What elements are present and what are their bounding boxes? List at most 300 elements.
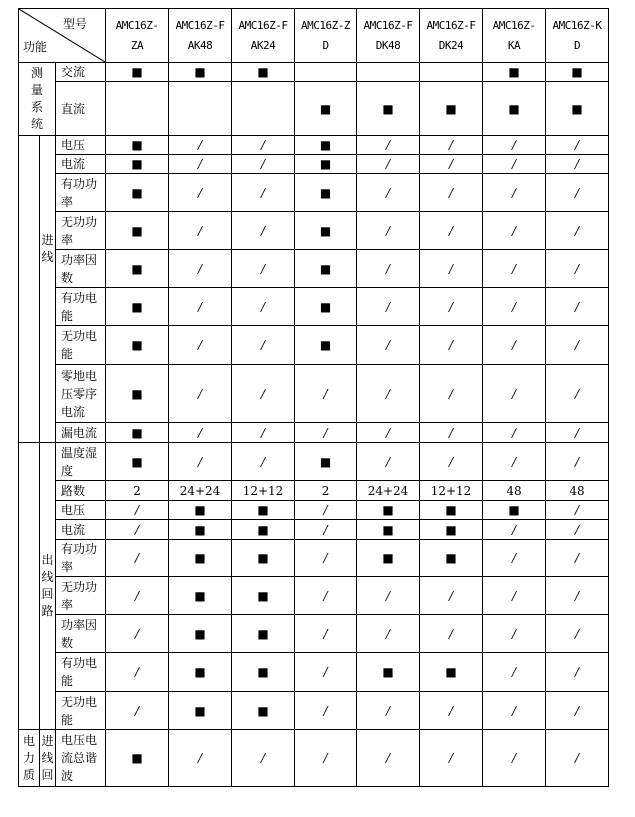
slash-mark: / [385,626,391,641]
value-cell [357,212,420,250]
slash-mark: / [197,138,203,152]
model-header [106,9,169,63]
value-cell [546,136,609,155]
filled-square-icon: ■ [382,101,394,116]
slash-mark: / [448,454,454,469]
value-cell [420,174,483,212]
table-row [19,615,609,653]
value-cell [357,155,420,174]
slash-mark: / [574,338,580,352]
value-cell [546,577,609,615]
value-cell [357,82,420,136]
filled-square-icon: ■ [382,503,394,517]
slash-mark: / [574,503,580,517]
filled-square-icon: ■ [571,101,583,116]
group-label: 出线回路 [41,553,54,618]
filled-square-icon: ■ [319,223,332,238]
slash-mark: / [260,425,266,440]
slash-mark: / [260,454,266,469]
model-name-line2: D [322,38,329,52]
table-row [19,481,609,501]
slash-mark: / [574,185,580,200]
table-row [19,326,609,365]
model-name-line2: DK48 [375,38,401,52]
value-cell [106,443,169,481]
table-row [19,288,609,326]
value-cell [420,63,483,82]
model-header [357,9,420,63]
model-header [295,9,357,63]
filled-square-icon: ■ [319,299,332,314]
value-cell [295,443,357,481]
slash-mark: / [260,157,266,171]
model-name-line1: AMC16Z-F [238,18,288,32]
function-label: 电流 [56,520,106,540]
value-cell [232,615,295,653]
slash-mark: / [134,588,140,603]
value-cell [546,540,609,577]
model-header [546,9,609,63]
filled-square-icon: ■ [194,588,206,603]
table-row [19,443,609,481]
slash-mark: / [448,338,454,352]
slash-mark: / [197,261,203,276]
filled-square-icon: ■ [445,522,457,537]
circuit-count: 24+24 [179,483,221,498]
model-name-line2: AK48 [187,38,213,52]
value-cell [169,443,232,481]
circuit-count: 2 [321,483,330,498]
slash-mark: / [511,425,517,440]
filled-square-icon: ■ [319,138,332,152]
filled-square-icon: ■ [445,665,457,679]
value-cell [546,288,609,326]
table-row [19,653,609,692]
group-spacer [19,136,40,443]
model-header-label: 型号 [63,17,88,31]
model-name-line2: AK24 [250,38,276,52]
value-cell [483,174,546,212]
model-header [232,9,295,63]
value-cell [546,692,609,730]
circuit-count: 12+12 [242,483,284,498]
function-label: 有功电能 [56,653,106,692]
slash-mark: / [134,551,140,565]
value-cell [232,365,295,423]
group-inline [40,136,56,443]
slash-mark: / [260,138,266,152]
slash-mark: / [448,185,454,200]
function-label: 无功功率 [56,577,106,615]
filled-square-icon: ■ [257,588,269,603]
filled-square-icon: ■ [445,101,457,116]
slash-mark: / [260,338,266,352]
value-cell [106,82,169,136]
value-cell [546,326,609,365]
function-label: 有功电能 [56,288,106,326]
slash-mark: / [511,138,517,152]
table-row [19,174,609,212]
filled-square-icon: ■ [257,551,269,565]
value-cell [483,212,546,250]
value-cell [357,577,420,615]
slash-mark: / [511,522,517,537]
slash-mark: / [511,386,517,401]
value-cell [483,136,546,155]
slash-mark: / [385,157,391,171]
value-cell [483,288,546,326]
value-cell [169,212,232,250]
value-cell [420,481,483,501]
value-cell [169,63,232,82]
filled-square-icon: ■ [194,665,206,679]
value-cell [232,250,295,288]
function-label: 漏电流 [56,423,106,443]
value-cell [546,174,609,212]
filled-square-icon: ■ [257,522,269,537]
slash-mark: / [574,261,580,276]
slash-mark: / [323,751,328,765]
value-cell [483,501,546,520]
group-label: 电力质 [22,733,35,782]
value-cell [357,540,420,577]
value-cell [420,365,483,423]
slash-mark: / [448,626,454,641]
filled-square-icon: ■ [131,157,143,171]
filled-square-icon: ■ [257,626,269,641]
value-cell [169,423,232,443]
filled-square-icon: ■ [382,665,394,679]
function-label: 电压 [56,136,106,155]
value-cell [169,501,232,520]
value-cell [106,501,169,520]
value-cell [106,423,169,443]
table-row [19,212,609,250]
value-cell [232,423,295,443]
filled-square-icon: ■ [445,503,457,517]
value-cell [483,155,546,174]
slash-mark: / [385,386,391,401]
value-cell [295,326,357,365]
value-cell [483,653,546,692]
value-cell [232,730,295,787]
value-cell [546,82,609,136]
value-cell [483,730,546,787]
filled-square-icon: ■ [571,65,583,79]
slash-mark: / [197,454,203,469]
value-cell [232,520,295,540]
value-cell [483,82,546,136]
value-cell [420,250,483,288]
filled-square-icon: ■ [131,338,143,352]
circuit-count: 48 [569,483,585,498]
value-cell [295,615,357,653]
value-cell [483,443,546,481]
value-cell [232,577,295,615]
slash-mark: / [385,425,391,440]
value-cell [169,615,232,653]
slash-mark: / [511,157,517,171]
filled-square-icon: ■ [257,703,269,718]
value-cell [357,443,420,481]
value-cell [169,155,232,174]
value-cell [295,501,357,520]
slash-mark: / [574,751,580,765]
value-cell [420,577,483,615]
table-row [19,82,609,136]
value-cell [357,730,420,787]
slash-mark: / [448,751,454,765]
slash-mark: / [574,454,580,469]
value-cell [232,326,295,365]
slash-mark: / [511,454,517,469]
corner-header-cell [19,9,106,63]
slash-mark: / [323,386,328,401]
value-cell [546,443,609,481]
value-cell [106,692,169,730]
value-cell [357,365,420,423]
filled-square-icon: ■ [131,65,143,79]
filled-square-icon: ■ [131,261,143,276]
value-cell [546,365,609,423]
model-name-line2: KA [507,38,521,52]
value-cell [420,326,483,365]
value-cell [546,423,609,443]
group-measure-system [19,63,56,136]
filled-square-icon: ■ [131,223,143,238]
table-row [19,423,609,443]
value-cell [295,288,357,326]
slash-mark: / [260,751,266,765]
value-cell [232,212,295,250]
value-cell [106,481,169,501]
model-name-line2: ZA [130,38,144,52]
slash-mark: / [323,626,328,641]
value-cell [169,692,232,730]
slash-mark: / [385,223,391,238]
value-cell [483,326,546,365]
function-label: 电流 [56,155,106,174]
value-cell [483,423,546,443]
value-cell [106,520,169,540]
slash-mark: / [511,338,517,352]
slash-mark: / [574,425,580,440]
circuit-count: 12+12 [430,483,472,498]
slash-mark: / [134,626,140,641]
value-cell [232,288,295,326]
value-cell [106,63,169,82]
slash-mark: / [511,223,517,238]
value-cell [295,692,357,730]
value-cell [420,443,483,481]
slash-mark: / [448,386,454,401]
value-cell [483,520,546,540]
slash-mark: / [134,503,140,517]
slash-mark: / [323,522,328,537]
slash-mark: / [574,522,580,537]
slash-mark: / [574,703,580,718]
function-label: 路数 [56,481,106,501]
value-cell [420,136,483,155]
slash-mark: / [197,751,203,765]
value-cell [546,155,609,174]
value-cell [357,653,420,692]
model-header [420,9,483,63]
value-cell [232,155,295,174]
table-row [19,63,609,82]
value-cell [295,653,357,692]
slash-mark: / [260,261,266,276]
model-name-line1: AMC16Z-F [175,18,225,32]
value-cell [420,520,483,540]
value-cell [546,501,609,520]
slash-mark: / [385,185,391,200]
value-cell [357,250,420,288]
slash-mark: / [574,588,580,603]
slash-mark: / [260,299,266,314]
slash-mark: / [574,223,580,238]
slash-mark: / [574,551,580,565]
slash-mark: / [511,551,517,565]
filled-square-icon: ■ [319,101,332,116]
value-cell [357,481,420,501]
slash-mark: / [197,299,203,314]
slash-mark: / [385,138,391,152]
function-label: 无功功率 [56,212,106,250]
slash-mark: / [574,138,580,152]
slash-mark: / [197,425,203,440]
value-cell [169,540,232,577]
filled-square-icon: ■ [508,503,520,517]
value-cell [420,155,483,174]
value-cell [357,174,420,212]
value-cell [357,63,420,82]
value-cell [295,212,357,250]
filled-square-icon: ■ [319,454,332,469]
value-cell [232,63,295,82]
circuit-count: 2 [133,483,141,498]
slash-mark: / [197,223,203,238]
value-cell [420,653,483,692]
function-header-label: 功能 [23,40,48,54]
value-cell [106,615,169,653]
value-cell [546,653,609,692]
model-name-line1: AMC16Z-F [363,18,413,32]
filled-square-icon: ■ [319,157,332,171]
value-cell [546,615,609,653]
spec-table-container [18,8,609,787]
slash-mark: / [260,185,266,200]
circuit-count: 24+24 [367,483,409,498]
value-cell [169,520,232,540]
value-cell [295,577,357,615]
slash-mark: / [323,665,328,679]
function-label: 功率因数 [56,615,106,653]
function-label: 有功功率 [56,174,106,212]
value-cell [106,136,169,155]
value-cell [169,653,232,692]
slash-mark: / [323,588,328,603]
value-cell [106,577,169,615]
value-cell [357,501,420,520]
value-cell [295,155,357,174]
value-cell [106,155,169,174]
slash-mark: / [385,338,391,352]
function-label: 温度湿度 [56,443,106,481]
model-header [169,9,232,63]
filled-square-icon: ■ [382,522,394,537]
value-cell [169,481,232,501]
slash-mark: / [574,386,580,401]
value-cell [357,326,420,365]
filled-square-icon: ■ [131,454,143,469]
value-cell [106,653,169,692]
slash-mark: / [323,551,328,565]
slash-mark: / [323,503,328,517]
value-cell [546,730,609,787]
value-cell [483,365,546,423]
filled-square-icon: ■ [131,185,143,200]
filled-square-icon: ■ [194,522,206,537]
filled-square-icon: ■ [508,65,520,79]
value-cell [295,423,357,443]
value-cell [169,136,232,155]
value-cell [106,540,169,577]
value-cell [420,423,483,443]
value-cell [546,63,609,82]
slash-mark: / [511,299,517,314]
value-cell [295,520,357,540]
table-row [19,520,609,540]
header-row [19,9,609,63]
slash-mark: / [323,703,328,718]
model-name-line2: D [573,38,581,52]
value-cell [232,653,295,692]
table-row [19,501,609,520]
value-cell [483,63,546,82]
slash-mark: / [385,261,391,276]
slash-mark: / [385,454,391,469]
model-name-line1: AMC16Z-K [552,18,602,32]
slash-mark: / [260,386,266,401]
model-header [483,9,546,63]
model-name-line1: AMC16Z- [492,18,536,32]
table-row [19,540,609,577]
slash-mark: / [197,185,203,200]
value-cell [483,577,546,615]
value-cell [420,82,483,136]
value-cell [169,250,232,288]
group-outline [40,443,56,730]
slash-mark: / [385,299,391,314]
value-cell [232,443,295,481]
value-cell [232,82,295,136]
value-cell [483,540,546,577]
slash-mark: / [574,626,580,641]
filled-square-icon: ■ [131,138,143,152]
value-cell [295,174,357,212]
value-cell [106,250,169,288]
value-cell [420,540,483,577]
value-cell [546,481,609,501]
slash-mark: / [448,703,454,718]
model-name-line1: AMC16Z-F [426,18,476,32]
table-row [19,155,609,174]
slash-mark: / [385,588,391,603]
value-cell [420,692,483,730]
value-cell [232,501,295,520]
filled-square-icon: ■ [257,665,269,679]
